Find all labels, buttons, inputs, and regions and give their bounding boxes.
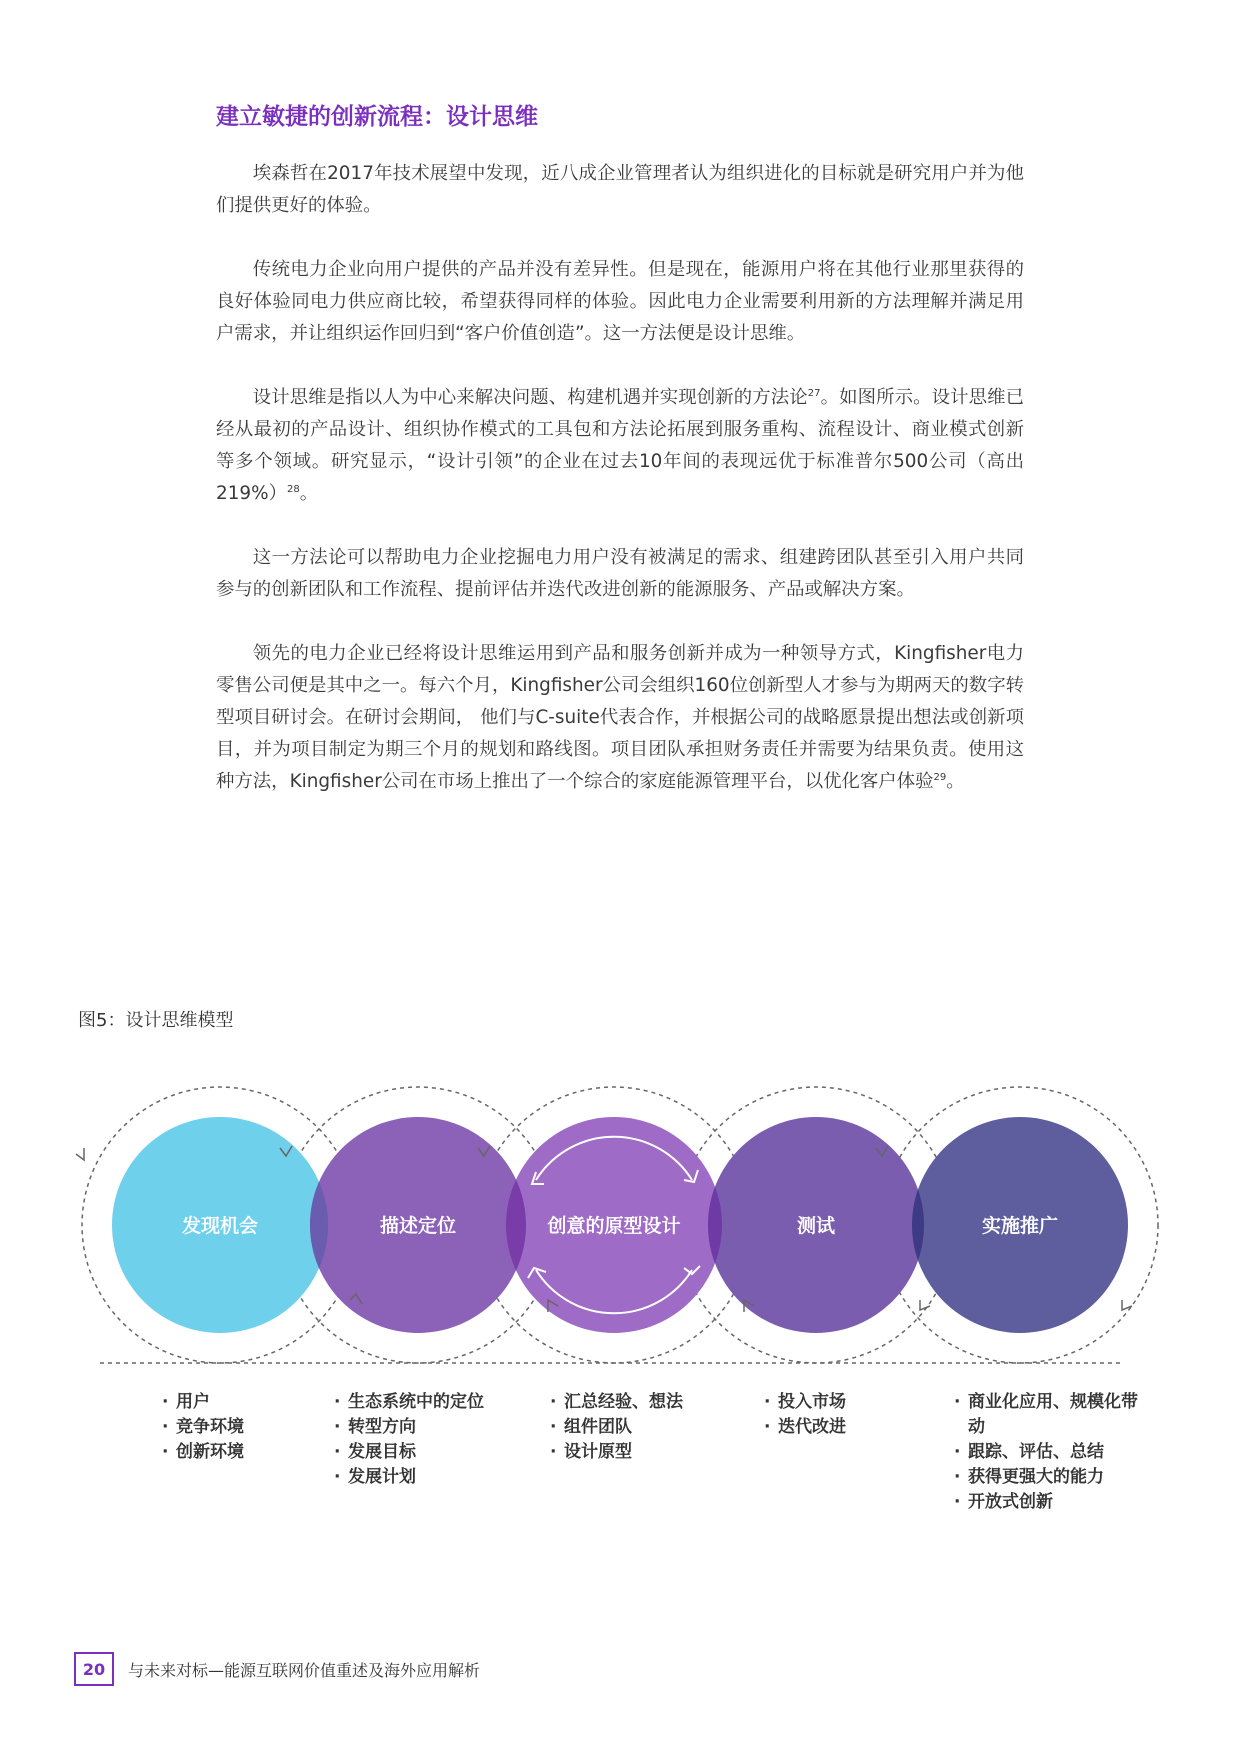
bullet-item: · 开放式创新 — [954, 1490, 1154, 1515]
stage-label-define: 描述定位 — [379, 1215, 457, 1237]
stage-label-prototype: 创意的原型设计 — [547, 1215, 681, 1237]
bullets-implement — [954, 1390, 1154, 1515]
bullet-item: · 商业化应用、规模化带动 — [954, 1390, 1154, 1440]
paragraph-5: 领先的电力企业已经将设计思维运用到产品和服务创新并成为一种领导方式，Kingfisher电力零售公司便是其中之一。每六个月，Kingfisher公司会组织160位创新型人才参与为期两天的数字转型项目研讨会。在研讨会期间， 他们与C-suite代表合作，并根据公司的战略愿景提出想法或创新项目，并为项目制定为期三个月的规划和路线图。项目团队承担财务责任并需要为结果负责。使用这种方法，Kingfisher公司在市场上推出了一个综合的家庭能源管理平台，以优化客户体验$^{29}$。 — [216, 643, 1024, 792]
bullet-item: · 设计原型 — [550, 1440, 683, 1465]
bullet-item: · 转型方向 — [334, 1415, 484, 1440]
bullet-item: · 创新环境 — [162, 1440, 244, 1465]
paragraph-3: 设计思维是指以人为中心来解决问题、构建机遇并实现创新的方法论$^{27}$。如图所示。设计思维已经从最初的产品设计、组织协作模式的工具包和方法论拓展到服务重构、流程设计、商业模式创新等多个领域。研究显示，“设计引领”的企业在过去10年间的表现远优于标准普尔500公司（高出219%）$^{28}$。 — [216, 387, 1024, 504]
bullets-discover — [162, 1390, 244, 1465]
page-number: 20 — [74, 1652, 114, 1686]
bullets-test — [764, 1390, 846, 1440]
bullet-item: · 发展计划 — [334, 1465, 484, 1490]
page-footer — [74, 1652, 480, 1686]
bullet-item: · 跟踪、评估、总结 — [954, 1440, 1154, 1465]
body-text — [216, 158, 1024, 830]
bullet-item: · 投入市场 — [764, 1390, 846, 1415]
figure-caption: 图5：设计思维模型 — [78, 1010, 234, 1031]
stage-label-discover: 发现机会 — [181, 1215, 259, 1237]
bullet-item: · 获得更强大的能力 — [954, 1465, 1154, 1490]
paragraph-2: 传统电力企业向用户提供的产品并没有差异性。但是现在，能源用户将在其他行业那里获得的良好体验同电力供应商比较，希望获得同样的体验。因此电力企业需要利用新的方法理解并满足用户需求，并让组织运作回归到“客户价值创造”。这一方法便是设计思维。 — [216, 259, 1024, 344]
stage-label-implement: 实施推广 — [981, 1215, 1059, 1237]
paragraph-1: 埃森哲在2017年技术展望中发现，近八成企业管理者认为组织进化的目标就是研究用户并为他们提供更好的体验。 — [216, 163, 1024, 216]
bullet-item: · 迭代改进 — [764, 1415, 846, 1440]
footnote-ref-29: 29 — [933, 771, 947, 783]
design-thinking-diagram — [0, 1060, 1240, 1380]
bullet-item: · 汇总经验、想法 — [550, 1390, 683, 1415]
bullet-item: · 组件团队 — [550, 1415, 683, 1440]
bullet-item: · 发展目标 — [334, 1440, 484, 1465]
bullet-item: · 用户 — [162, 1390, 244, 1415]
bullets-define — [334, 1390, 484, 1490]
section-heading: 建立敏捷的创新流程：设计思维 — [216, 104, 538, 130]
footer-title: 与未来对标—能源互联网价值重述及海外应用解析 — [128, 1660, 481, 1680]
bullet-item: · 竞争环境 — [162, 1415, 244, 1440]
stage-label-test: 测试 — [796, 1215, 836, 1237]
bullets-prototype — [550, 1390, 683, 1465]
bullet-item: · 生态系统中的定位 — [334, 1390, 484, 1415]
footnote-ref-28: 28 — [286, 483, 300, 495]
footnote-ref-27: 27 — [807, 387, 821, 399]
paragraph-4: 这一方法论可以帮助电力企业挖掘电力用户没有被满足的需求、组建跨团队甚至引入用户共同参与的创新团队和工作流程、提前评估并迭代改进创新的能源服务、产品或解决方案。 — [216, 547, 1024, 600]
